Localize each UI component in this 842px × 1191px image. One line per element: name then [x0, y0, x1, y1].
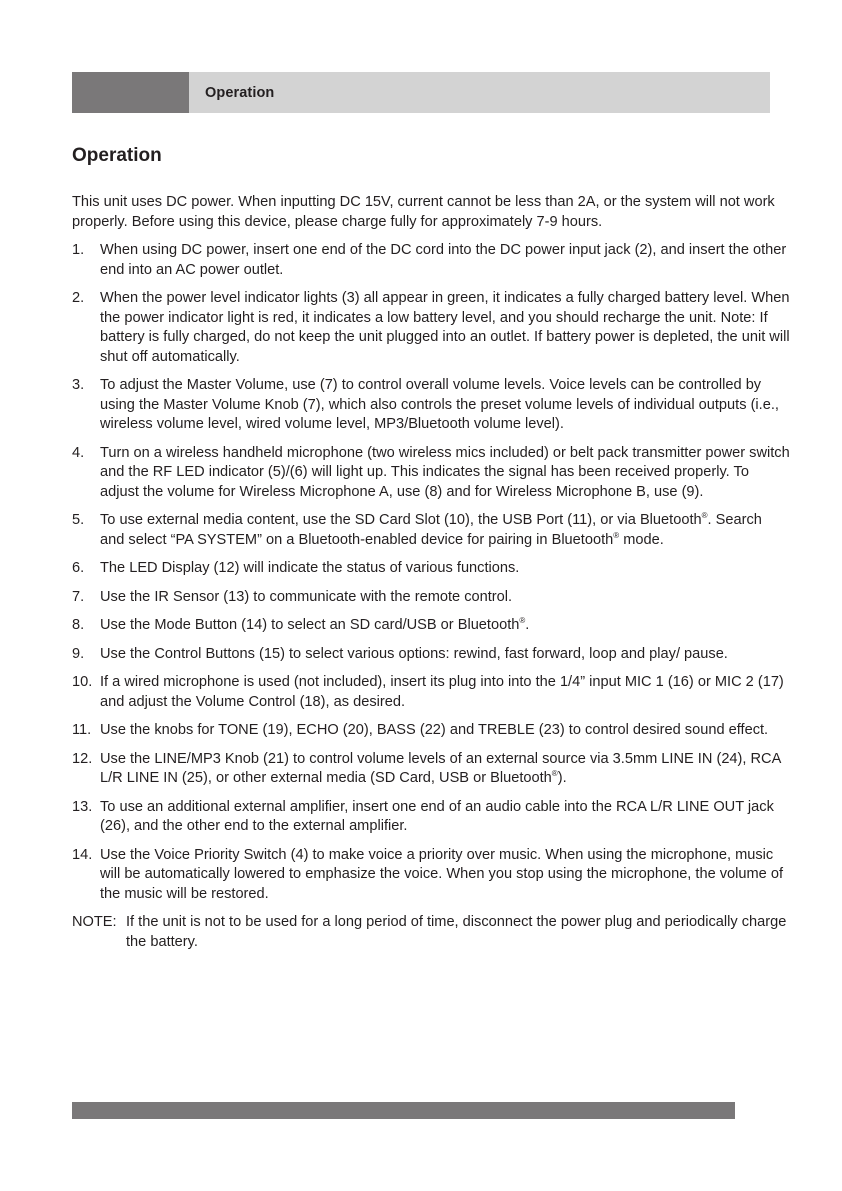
list-number: 2.: [72, 290, 85, 306]
list-number: 6.: [72, 560, 85, 576]
list-text: Use the Control Buttons (15) to select various options: rewind, fast forward, loop and play/ pause.: [100, 645, 728, 662]
text-segment: Use the LINE/MP3 Knob (21) to control volume levels of an external source via 3.5mm LINE IN (24), RCA L/R LINE IN (25), or other external media (SD Card, USB or Bluetooth: [100, 750, 781, 786]
intro-paragraph: This unit uses DC power. When inputting DC 15V, current cannot be less than 2A, or the system will not work properly. Before using this device, please charge fully for approximately 7-9 hours.: [72, 194, 775, 230]
list-item: [72, 588, 790, 608]
header-dark-block: [72, 72, 189, 113]
registered-mark: ®: [551, 769, 558, 779]
list-item: [72, 444, 790, 503]
list-number: 9.: [72, 645, 85, 662]
list-item: [72, 511, 790, 550]
text-segment: ).: [557, 770, 567, 786]
list-number: 7.: [72, 588, 85, 605]
list-text: Turn on a wireless handheld microphone (two wireless mics included) or belt pack transmitter power switch and the RF LED indicator (5)/(6) will light up. This indicates the signal has been received properly. To adjust the volume for Wireless Microphone A, use (8) and for Wireless Microphone B, use (9).: [100, 444, 790, 500]
list-number: 5.: [72, 512, 85, 528]
footer-bar: [72, 1102, 735, 1119]
registered-mark: ®: [519, 616, 526, 626]
list-text: When the power level indicator lights (3) all appear in green, it indicates a fully charged battery level. When the power indicator light is red, it indicates a low battery level, and you should recharge the unit. Note: If battery is fully charged, do not keep the unit plugged into an outlet. If battery power is depleted, the unit will shut off automatically.: [100, 290, 790, 365]
list-item: [72, 846, 790, 905]
note-text: If the unit is not to be used for a long period of time, disconnect the power plug and periodically charge the battery.: [126, 914, 787, 950]
list-number: 13.: [72, 798, 93, 815]
list-number: 3.: [72, 377, 85, 393]
list-text: To adjust the Master Volume, use (7) to control overall volume levels. Voice levels can be controlled by using the Master Volume Knob (7), which also controls the preset volume levels of individual outputs (i.e., wireless volume level, wired volume level, MP3/Bluetooth volume level).: [100, 377, 779, 432]
list-text: Use the IR Sensor (13) to communicate with the remote control.: [100, 588, 513, 605]
instruction-list: [72, 241, 790, 904]
list-text: Use the Voice Priority Switch (4) to make voice a priority over music. When using the microphone, music will be automatically lowered to emphasize the voice. When you stop using the microphone, the volume of the music will be restored.: [100, 846, 784, 902]
list-item: [72, 645, 790, 665]
list-number: 14.: [72, 846, 93, 863]
list-item: [72, 616, 790, 636]
list-text: Use the knobs for TONE (19), ECHO (20), BASS (22) and TREBLE (23) to control desired sound effect.: [100, 722, 769, 738]
list-item: [72, 559, 790, 579]
list-number: 4.: [72, 444, 85, 461]
list-text: [100, 751, 781, 787]
note-label: NOTE:: [72, 914, 117, 930]
list-item: [72, 673, 790, 712]
page-title: Operation: [72, 145, 162, 166]
list-number: 11.: [72, 722, 92, 738]
list-item: [72, 241, 790, 280]
text-segment: mode.: [619, 531, 664, 548]
list-item: [72, 721, 790, 741]
note-paragraph: [72, 913, 790, 952]
list-text: To use an additional external amplifier, insert one end of an audio cable into the RCA L/R LINE OUT jack (26), and the other end to the external amplifier.: [100, 798, 774, 834]
list-text: When using DC power, insert one end of the DC cord into the DC power input jack (2), and insert the other end into an AC power outlet.: [100, 242, 787, 278]
registered-mark: ®: [613, 530, 620, 540]
list-text: If a wired microphone is used (not included), insert its plug into into the 1/4” input MIC 1 (16) or MIC 2 (17) and adjust the Volume Control (18), as desired.: [100, 674, 784, 710]
text-segment: .: [525, 617, 530, 633]
document-body: [72, 193, 790, 952]
list-number: 8.: [72, 617, 85, 633]
list-item: [72, 750, 790, 789]
list-text: [100, 617, 529, 633]
list-text: [100, 512, 762, 548]
list-number: 10.: [72, 674, 93, 690]
text-segment: To use external media content, use the SD Card Slot (10), the USB Port (11), or via Bluetooth: [100, 512, 702, 528]
registered-mark: ®: [701, 511, 708, 521]
list-item: [72, 376, 790, 435]
section-header-bar: [72, 72, 770, 113]
list-item: [72, 289, 790, 367]
text-segment: Use the Mode Button (14) to select an SD card/USB or Bluetooth: [100, 617, 520, 633]
text-segment: . Search and select “PA SYSTEM” on a Bluetooth-enabled device for pairing in Bluetooth: [100, 512, 762, 548]
list-text: The LED Display (12) will indicate the status of various functions.: [100, 560, 520, 576]
list-number: 1.: [72, 242, 85, 258]
list-number: 12.: [72, 750, 93, 767]
section-header-label: Operation: [205, 84, 275, 101]
list-item: [72, 798, 790, 837]
